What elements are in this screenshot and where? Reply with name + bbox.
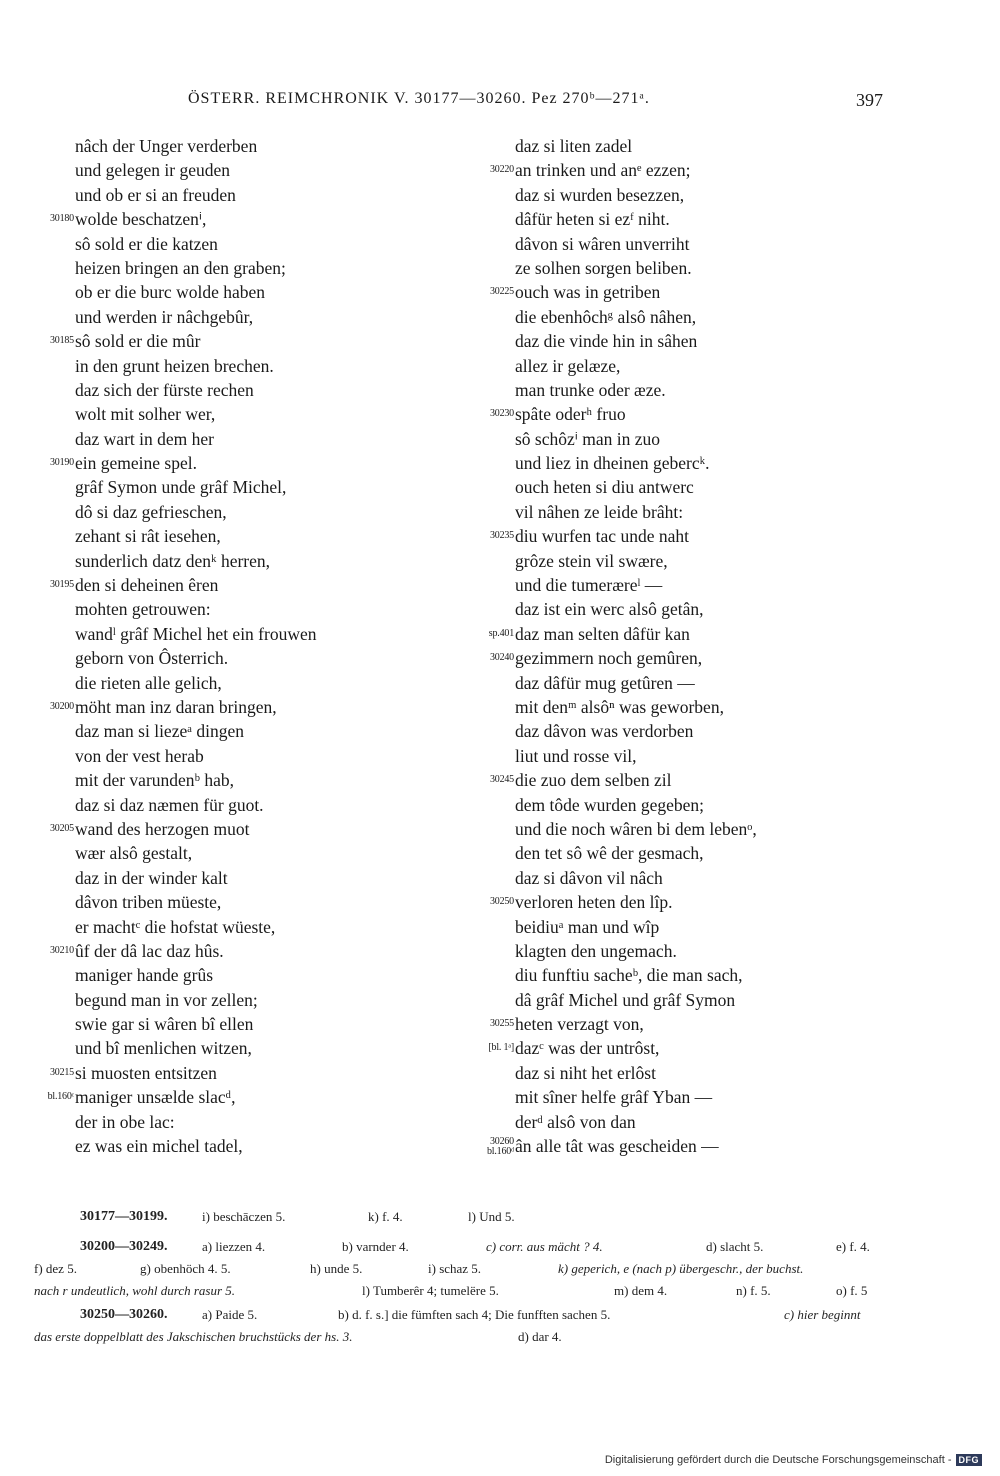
verse-text: daz si dâvon vil nâch: [515, 867, 663, 888]
verse-line: [28, 597, 468, 621]
verse-line: [468, 719, 908, 743]
verse-line: [468, 280, 908, 304]
verse-text: sô sold er die katzen: [75, 233, 218, 254]
verse-text: si muosten entsitzen: [75, 1062, 217, 1083]
verse-line: [468, 378, 908, 402]
apparatus-entry: i) schaz 5.: [428, 1261, 482, 1276]
apparatus-entry: m) dem 4.: [614, 1283, 668, 1298]
verse-text: zehant si rât iesehen,: [75, 526, 221, 547]
verse-line: [28, 305, 468, 329]
verse-text: maniger unsælde slacᵈ,: [75, 1087, 236, 1108]
verse-text: dâ grâf Michel und grâf Symon: [515, 989, 736, 1010]
verse-line: [468, 207, 908, 231]
verse-line: [28, 646, 468, 670]
verse-line: [468, 1012, 908, 1036]
line-number-marker: 30195: [49, 579, 74, 591]
verse-line: [28, 500, 468, 524]
verse-text: beidiuᵃ man und wîp: [515, 916, 660, 937]
apparatus-entry: g) obenhöch 4. 5.: [140, 1261, 231, 1276]
verse-line: [28, 793, 468, 817]
verse-line: [468, 963, 908, 987]
line-number-marker: 30200: [49, 700, 74, 712]
apparatus-entry: d) dar 4.: [518, 1329, 562, 1344]
verse-line: [28, 1012, 468, 1036]
verse-text: dazᶜ was der untrôst,: [515, 1038, 660, 1059]
verse-line: [468, 841, 908, 865]
verse-text: ouch was in getriben: [515, 282, 661, 303]
apparatus-entry: h) unde 5.: [310, 1261, 363, 1276]
verse-line: [468, 183, 908, 207]
verse-line: [28, 768, 468, 792]
verse-line: [468, 988, 908, 1012]
verse-text: wolde beschatzenⁱ,: [75, 209, 207, 230]
apparatus-entry: a) liezzen 4.: [202, 1239, 266, 1254]
verse-line: [468, 1061, 908, 1085]
verse-line: [28, 719, 468, 743]
verse-line: [28, 354, 468, 378]
line-number-marker: 30250: [489, 896, 514, 908]
verse-text: sô sold er die mûr: [75, 331, 201, 352]
verse-line: [28, 841, 468, 865]
running-head: ÖSTERR. REIMCHRONIK V. 30177—30260. Pez 270ᵇ—271ᵃ.: [188, 90, 650, 107]
verse-text: in den grunt heizen brechen.: [75, 355, 274, 376]
verse-text: daz si daz næmen für guot.: [75, 794, 264, 815]
verse-text: wandˡ grâf Michel het ein frouwen: [75, 623, 317, 644]
verse-text: dô si daz gefrieschen,: [75, 501, 227, 522]
verse-line: [468, 475, 908, 499]
verse-line: [28, 939, 468, 963]
verse-text: die ebenhôchᵍ alsô nâhen,: [515, 306, 697, 327]
apparatus-entry: k) geperich, e (nach p) übergeschr., der buchst.: [558, 1261, 804, 1276]
verse-text: den tet sô wê der gesmach,: [515, 843, 704, 864]
dfg-logo: DFG: [956, 1454, 983, 1466]
verse-text: dâvon triben müeste,: [75, 892, 222, 913]
apparatus-entry: l) Und 5.: [468, 1209, 515, 1224]
apparatus-entry: nach r undeutlich, wohl durch rasur 5.: [34, 1283, 236, 1298]
verse-text: mit denᵐ alsôⁿ was geworben,: [515, 696, 724, 717]
verse-text: maniger hande grûs: [75, 965, 214, 986]
verse-text: liut und rosse vil,: [515, 745, 637, 766]
verse-line: [28, 183, 468, 207]
verse-line: [468, 793, 908, 817]
verse-text: ouch heten si diu antwerc: [515, 477, 694, 498]
line-number-marker: 30230: [489, 408, 514, 420]
line-number-marker: 30180: [49, 213, 74, 225]
verse-line: [468, 646, 908, 670]
verse-text: ûf der dâ lac daz hûs.: [75, 940, 224, 961]
verse-text: ez was ein michel tadel,: [75, 1136, 243, 1157]
verse-text: swie gar si wâren bî ellen: [75, 1014, 254, 1035]
verse-text: mohten getrouwen:: [75, 599, 211, 620]
verse-line: [468, 305, 908, 329]
verse-line: [468, 1036, 908, 1060]
verse-line: [28, 1134, 468, 1158]
apparatus-range: 30250—30260.: [80, 1307, 168, 1322]
apparatus-entry: k) f. 4.: [368, 1209, 403, 1224]
apparatus-line: [0, 1280, 1000, 1302]
verse-text: gezimmern noch gemûren,: [515, 648, 703, 669]
verse-line: [28, 671, 468, 695]
verse-text: daz dâfür mug getûren —: [515, 672, 695, 693]
verse-line: [28, 256, 468, 280]
verse-line: [468, 232, 908, 256]
verse-text: heten verzagt von,: [515, 1014, 644, 1035]
verse-text: daz ist ein werc alsô getân,: [515, 599, 704, 620]
verse-line: [28, 695, 468, 719]
verse-line: [468, 939, 908, 963]
verse-text: nâch der Unger verderben: [75, 136, 258, 156]
verse-text: er machtᶜ die hofstat wüeste,: [75, 916, 276, 937]
apparatus-entry: c) hier beginnt: [784, 1307, 861, 1322]
verse-line: [28, 866, 468, 890]
verse-text: begund man in vor zellen;: [75, 989, 258, 1010]
verse-line: [28, 1085, 468, 1109]
verse-text: ein gemeine spel.: [75, 453, 197, 474]
apparatus-range: 30177—30199.: [80, 1209, 168, 1224]
verse-text: verloren heten den lîp.: [515, 892, 673, 913]
verse-text: wolt mit solher wer,: [75, 404, 216, 425]
verse-line: [28, 817, 468, 841]
verse-text: und bî menlichen witzen,: [75, 1038, 252, 1059]
apparatus-range: 30200—30249.: [80, 1239, 168, 1254]
verse-text: daz si niht het erlôst: [515, 1062, 656, 1083]
verse-text: vil nâhen ze leide brâht:: [515, 501, 684, 522]
verse-line: [468, 695, 908, 719]
apparatus-line: [0, 1206, 1000, 1228]
verse-text: diu funftiu sacheᵇ, die man sach,: [515, 965, 743, 986]
verse-text: mit sîner helfe grâf Yban —: [515, 1087, 713, 1108]
verse-text: wær alsô gestalt,: [75, 843, 193, 864]
verse-line: [28, 280, 468, 304]
verse-line: [468, 256, 908, 280]
apparatus-entry: a) Paide 5.: [202, 1307, 258, 1322]
line-number-marker: 30190: [49, 457, 74, 469]
verse-line: [28, 232, 468, 256]
line-number-marker: 30240: [489, 652, 514, 664]
verse-text: die rieten alle gelich,: [75, 672, 222, 693]
line-number-marker: 30235: [489, 530, 514, 542]
verse-line: [468, 744, 908, 768]
apparatus-line: [0, 1304, 1000, 1326]
verse-line: [468, 622, 908, 646]
verse-line: [28, 890, 468, 914]
line-number-marker: 30220: [489, 164, 514, 176]
line-number-marker: 30260 bl.160ᵈ: [487, 1136, 514, 1158]
verse-line: [28, 549, 468, 573]
verse-text: daz sich der fürste rechen: [75, 379, 254, 400]
apparatus-entry: b) d. f. s.] die fümften sach 4; Die funfften sachen 5.: [338, 1307, 611, 1322]
verse-line: [468, 500, 908, 524]
verse-text: die zuo dem selben zil: [515, 770, 672, 791]
verse-line: [468, 451, 908, 475]
verse-text: und liez in dheinen gebercᵏ.: [515, 453, 710, 474]
verse-text: man trunke oder æze.: [515, 379, 666, 400]
verse-text: allez ir gelæze,: [515, 355, 621, 376]
verse-line: [28, 427, 468, 451]
verse-line: [468, 915, 908, 939]
verse-text: daz si wurden besezzen,: [515, 184, 685, 205]
verse-line: [28, 451, 468, 475]
verse-line: [28, 134, 468, 158]
verse-line: [28, 988, 468, 1012]
verse-text: und gelegen ir geuden: [75, 160, 231, 181]
credit-text: Digitalisierung gefördert durch die Deutsche Forschungsgemeinschaft -: [604, 1454, 952, 1466]
verse-line: [468, 866, 908, 890]
verse-line: [28, 524, 468, 548]
verse-text: und die noch wâren bi dem lebenᵒ,: [515, 818, 757, 839]
verse-text: mit der varundenᵇ hab,: [75, 770, 234, 791]
verse-line: [468, 354, 908, 378]
digitization-credit: [605, 1454, 982, 1466]
apparatus-line: [0, 1236, 1000, 1258]
line-number-marker: 30245: [489, 774, 514, 786]
verse-line: [28, 378, 468, 402]
verse-line: [468, 597, 908, 621]
verse-line: [28, 573, 468, 597]
line-number-marker: 30210: [49, 944, 74, 956]
verse-line: [28, 207, 468, 231]
left-verse-column: [28, 134, 468, 1158]
verse-text: und werden ir nâchgebûr,: [75, 306, 254, 327]
line-number-marker: 30205: [49, 822, 74, 834]
verse-line: [28, 1110, 468, 1134]
verse-text: daz wart in dem her: [75, 428, 214, 449]
verse-text: daz in der winder kalt: [75, 867, 228, 888]
page-number: 397: [856, 90, 883, 110]
right-verse-column: [468, 134, 908, 1158]
verse-line: [468, 768, 908, 792]
verse-line: [28, 402, 468, 426]
verse-line: [28, 963, 468, 987]
apparatus-entry: das erste doppelblatt des Jakschischen bruchstücks der hs. 3.: [34, 1329, 353, 1344]
verse-text: daz dâvon was verdorben: [515, 721, 694, 742]
verse-text: geborn von Ôsterrich.: [75, 648, 229, 669]
apparatus-entry: d) slacht 5.: [706, 1239, 764, 1254]
verse-line: [28, 744, 468, 768]
apparatus-entry: c) corr. aus mächt ? 4.: [486, 1239, 603, 1254]
line-number-marker: [bl. 1ᵃ]: [488, 1042, 514, 1054]
verse-line: [468, 524, 908, 548]
verse-line: [468, 671, 908, 695]
apparatus-entry: o) f. 5: [836, 1283, 868, 1298]
verse-text: den si deheinen êren: [75, 575, 219, 596]
verse-text: und ob er si an freuden: [75, 184, 236, 205]
line-number-marker: 30225: [489, 286, 514, 298]
verse-text: spâte oderʰ fruo: [515, 404, 626, 425]
line-number-marker: 30215: [49, 1066, 74, 1078]
verse-text: wand des herzogen muot: [75, 818, 250, 839]
verse-line: [468, 427, 908, 451]
verse-text: der in obe lac:: [75, 1111, 175, 1132]
verse-line: [468, 1134, 908, 1158]
line-number-marker: sp.401: [488, 627, 514, 639]
verse-line: [28, 475, 468, 499]
verse-line: [28, 1036, 468, 1060]
verse-text: daz man si liezeᵃ dingen: [75, 721, 245, 742]
verse-text: daz man selten dâfür kan: [515, 623, 690, 644]
verse-text: ob er die burc wolde haben: [75, 282, 265, 303]
verse-line: [468, 134, 908, 158]
verse-text: an trinken und anᵉ ezzen;: [515, 160, 691, 181]
verse-text: sunderlich datz denᵏ herren,: [75, 550, 271, 571]
verse-line: [28, 622, 468, 646]
verse-text: klagten den ungemach.: [515, 940, 677, 961]
verse-text: daz si liten zadel: [515, 136, 633, 156]
verse-line: [468, 890, 908, 914]
verse-text: und die tumeræreˡ —: [515, 575, 663, 596]
verse-line: [28, 329, 468, 353]
verse-text: derᵈ alsô von dan: [515, 1111, 636, 1132]
verse-text: sô schôzⁱ man in zuo: [515, 428, 661, 449]
line-number-marker: 30255: [489, 1018, 514, 1030]
apparatus-entry: e) f. 4.: [836, 1239, 870, 1254]
verse-line: [468, 573, 908, 597]
critical-apparatus: [0, 1206, 1000, 1348]
verse-text: ze solhen sorgen beliben.: [515, 257, 692, 278]
verse-line: [468, 1110, 908, 1134]
verse-line: [468, 549, 908, 573]
verse-text: dem tôde wurden gegeben;: [515, 794, 705, 815]
verse-line: [468, 402, 908, 426]
verse-line: [28, 1061, 468, 1085]
apparatus-entry: l) Tumberêr 4; tumelëre 5.: [362, 1283, 499, 1298]
apparatus-entry: i) beschāczen 5.: [202, 1209, 286, 1224]
verse-text: diu wurfen tac unde naht: [515, 526, 689, 547]
line-number-marker: bl.160ᶜ: [47, 1091, 74, 1103]
apparatus-line: [0, 1258, 1000, 1280]
verse-text: von der vest herab: [75, 745, 204, 766]
page-header: [0, 90, 1000, 116]
verse-line: [468, 817, 908, 841]
verse-line: [468, 1085, 908, 1109]
verse-text: ân alle tât was gescheiden —: [515, 1136, 719, 1157]
apparatus-entry: n) f. 5.: [736, 1283, 771, 1298]
verse-text: dâvon si wâren unverriht: [515, 233, 690, 254]
verse-text: grâf Symon unde grâf Michel,: [75, 477, 287, 498]
apparatus-line: [0, 1326, 1000, 1348]
verse-text: dâfür heten si ezᶠ niht.: [515, 209, 670, 230]
verse-text: daz die vinde hin in sâhen: [515, 331, 698, 352]
verse-line: [468, 158, 908, 182]
verse-line: [28, 158, 468, 182]
line-number-marker: 30185: [49, 335, 74, 347]
verse-text: möht man inz daran bringen,: [75, 696, 277, 717]
verse-text: grôze stein vil swære,: [515, 550, 668, 571]
apparatus-entry: f) dez 5.: [34, 1261, 77, 1276]
apparatus-entry: b) varnder 4.: [342, 1239, 409, 1254]
verse-line: [468, 329, 908, 353]
verse-line: [28, 915, 468, 939]
verse-text: heizen bringen an den graben;: [75, 257, 286, 278]
